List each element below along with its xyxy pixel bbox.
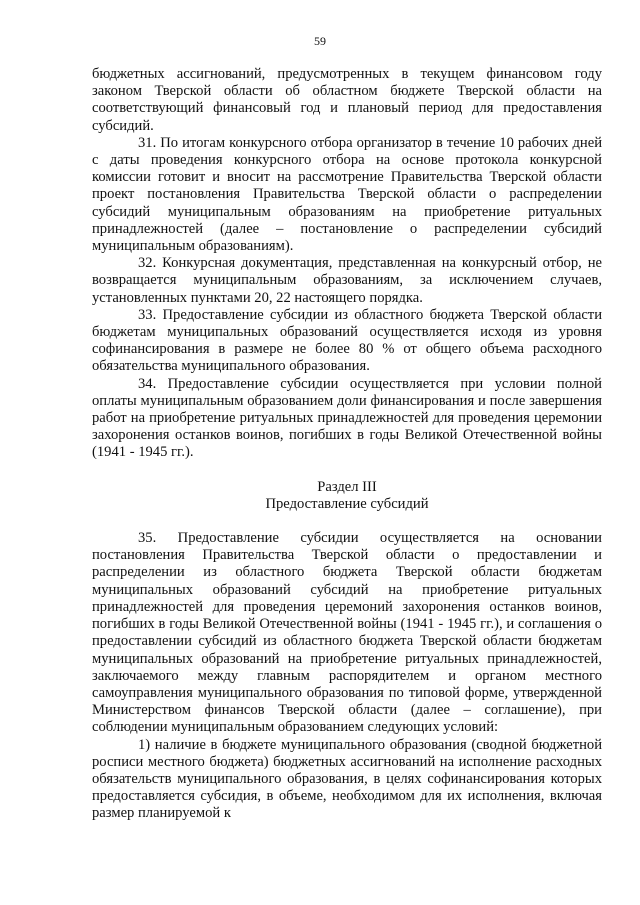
section-title: Предоставление субсидий <box>265 495 429 512</box>
document-body <box>92 66 602 823</box>
paragraph-33: 33. Предоставление субсидии из областного бюджета Тверской области бюджетам муниципальных образований осуществляется исходя из уровня софинансирования в размере не более 80 % от общего объема расходного обязательства муниципального образования. <box>92 306 602 375</box>
paragraph-32: 32. Конкурсная документация, представленная на конкурсный отбор, не возвращается муниципальным образованиям, за исключением случаев, установленных пунктами 20, 22 настоящего порядка. <box>92 255 602 306</box>
section-label: Раздел III <box>317 478 377 495</box>
paragraph-35: 35. Предоставление субсидии осуществляется на основании постановления Правительства Тверской области о предоставлении и распределении из областного бюджета Тверской области бюджетам муниципальных образований субсидий на приобретение ритуальных принадлежностей для проведения церемоний захоронения останков воинов, погибших в годы Великой Отечественной войны (1941 - 1945 гг.), и соглашения о предоставлении субсидий из областного бюджета Тверской области бюджетам муниципальных образований на приобретение ритуальных принадлежностей, заключаемого между главным распорядителем и органом местного самоуправления муниципального образования по типовой форме, утвержденной Министерством финансов Тверской области (далее – соглашение), при соблюдении муниципальным образованием следующих условий: <box>92 530 602 736</box>
page-number: 59 <box>314 34 326 48</box>
section-heading <box>92 479 602 513</box>
paragraph-35-item-1: 1) наличие в бюджете муниципального образования (сводной бюджетной росписи местного бюджета) бюджетных ассигнований на исполнение расходных обязательств муниципального образования, в целях софинансирования которых предоставляется субсидия, в объеме, необходимом для их исполнения, включая размер планируемой к <box>92 736 602 822</box>
paragraph-31: 31. По итогам конкурсного отбора организатор в течение 10 рабочих дней с даты проведения конкурсного отбора на основе протокола конкурсной комиссии готовит и вносит на рассмотрение Правительства Тверской области проект постановления Правительства Тверской области о распределении субсидий муниципальным образованиям на приобретение ритуальных принадлежностей (далее – постановление о распределении субсидий муниципальным образованиям). <box>92 134 602 255</box>
paragraph-continuation: бюджетных ассигнований, предусмотренных в текущем финансовом году законом Тверской области об областном бюджете Тверской области на соответствующий финансовый год и плановый период для предоставления субсидий. <box>92 66 602 134</box>
paragraph-34: 34. Предоставление субсидии осуществляется при условии полной оплаты муниципальным образованием доли финансирования и после завершения работ на приобретение ритуальных принадлежностей для проведения церемонии захоронения останков воинов, погибших в годы Великой Отечественной войны (1941 - 1945 гг.). <box>92 375 602 461</box>
